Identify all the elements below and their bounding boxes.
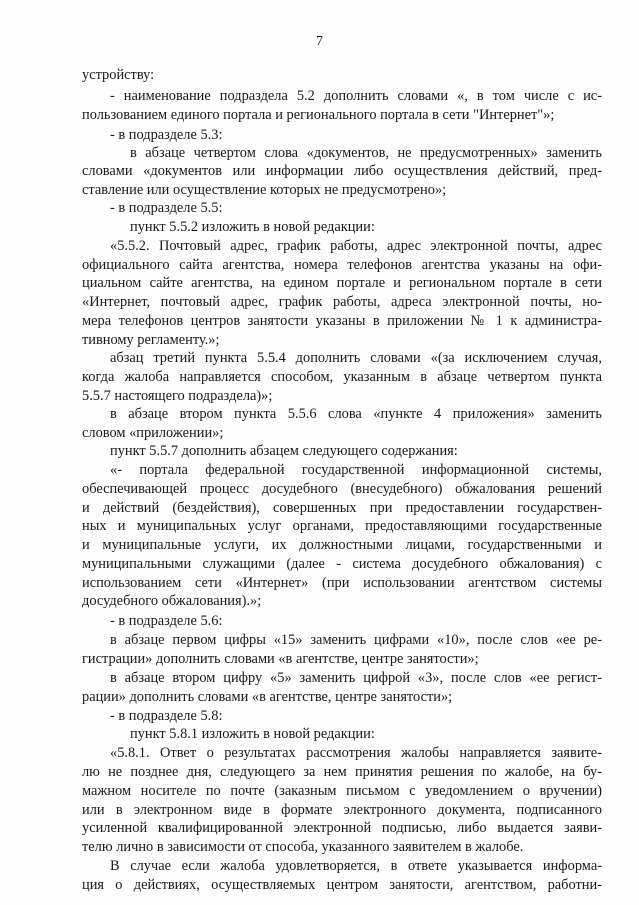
text-line: мажном носителе по почте (заказным письмом с уведомлением о вручении)	[82, 783, 602, 799]
text-line: в абзаце втором цифру «5» заменить цифрой «3», после слов «ее регист-	[110, 670, 602, 686]
text-line: «- портала федеральной государственной информационной системы,	[110, 462, 602, 478]
text-line: ставление или осуществление которых не предусмотрено»;	[82, 182, 447, 198]
text-line: мера телефонов центров занятости указаны в приложении № 1 к администра-	[82, 313, 602, 329]
text-line: пользованием единого портала и регионального портала в сети "Интернет"»;	[82, 107, 555, 123]
text-line: лю не позднее дня, следующего за нем принятия решения по жалобе, на бу-	[82, 764, 602, 780]
text-line: официального сайта агентства, номера телефонов агентства указаны на офи-	[82, 257, 602, 273]
text-line: когда жалоба направляется способом, указанным в абзаце четвертом пункта	[82, 369, 602, 385]
text-line: ных и муниципальных услуг органами, предоставляющими государственные	[82, 518, 602, 534]
text-line: - в подразделе 5.8:	[110, 708, 223, 724]
text-line: и действий (бездействия), совершенных при предоставлении государствен-	[82, 500, 602, 516]
text-line: ция о действиях, осуществляемых центром занятости, агентством, работни-	[82, 877, 602, 893]
text-line: досудебного обжалования).»;	[82, 593, 262, 609]
text-line: пункт 5.8.1 изложить в новой редакции:	[130, 726, 375, 742]
text-line: - в подразделе 5.5:	[110, 200, 223, 216]
text-line: пункт 5.5.2 изложить в новой редакции:	[130, 219, 375, 235]
text-line: «5.8.1. Ответ о результатах рассмотрения жалобы направляется заявите-	[110, 745, 602, 761]
text-line: «Интернет, почтовый адрес, график работы, адреса электронной почты, но-	[82, 294, 602, 310]
text-line: рации» дополнить словами «в агентстве, центре занятости»;	[82, 689, 453, 705]
text-line: телю лично в зависимости от способа, указанного заявителем в жалобе.	[82, 839, 524, 855]
text-line: тивному регламенту.»;	[82, 332, 220, 348]
text-line: в абзаце первом цифры «15» заменить цифрами «10», после слов «ее ре-	[110, 632, 602, 648]
text-line: - в подразделе 5.6:	[110, 613, 223, 629]
text-line: «5.5.2. Почтовый адрес, график работы, адрес электронной почты, адрес	[110, 238, 602, 254]
text-line: - наименование подраздела 5.2 дополнить словами «, в том числе с ис-	[110, 88, 602, 104]
text-line: словом «приложении»;	[82, 425, 224, 441]
text-line: или в электронном виде в формате электронного документа, подписанного	[82, 802, 602, 818]
text-line: пункт 5.5.7 дополнить абзацем следующего содержания:	[110, 443, 458, 459]
text-line: циальном сайте агентства, на едином портале и региональном портале в сети	[82, 275, 602, 291]
text-line: использованием сети «Интернет» (при использовании агентством системы	[82, 575, 602, 591]
text-line: в абзаце четвертом слова «документов, не предусмотренных» заменить	[130, 145, 602, 161]
text-line: и муниципальные услуги, их должностными лицами, государственными и	[82, 537, 602, 553]
text-line: абзац третий пункта 5.5.4 дополнить словами «(за исключением случая,	[110, 350, 602, 366]
text-line: В случае если жалоба удовлетворяется, в ответе указывается информа-	[110, 858, 602, 874]
text-line: муниципальными служащими (далее - система досудебного обжалования) с	[82, 556, 602, 572]
text-line: словами «документов или информации либо осуществления действий, пред-	[82, 163, 602, 179]
text-line: устройству:	[82, 67, 155, 83]
text-line: усиленной квалифицированной электронной подписью, либо выдается заяви-	[82, 820, 602, 836]
page-number: 7	[316, 34, 323, 49]
text-line: 5.5.7 настоящего подраздела)»;	[82, 388, 273, 404]
text-line: в абзаце втором пункта 5.5.6 слова «пункте 4 приложения» заменить	[110, 406, 602, 422]
text-line: гистрации» дополнить словами «в агентстве, центре занятости»;	[82, 651, 479, 667]
text-line: обеспечивающей процесс досудебного (внесудебного) обжалования решений	[82, 481, 602, 497]
text-line: - в подразделе 5.3:	[110, 127, 223, 143]
